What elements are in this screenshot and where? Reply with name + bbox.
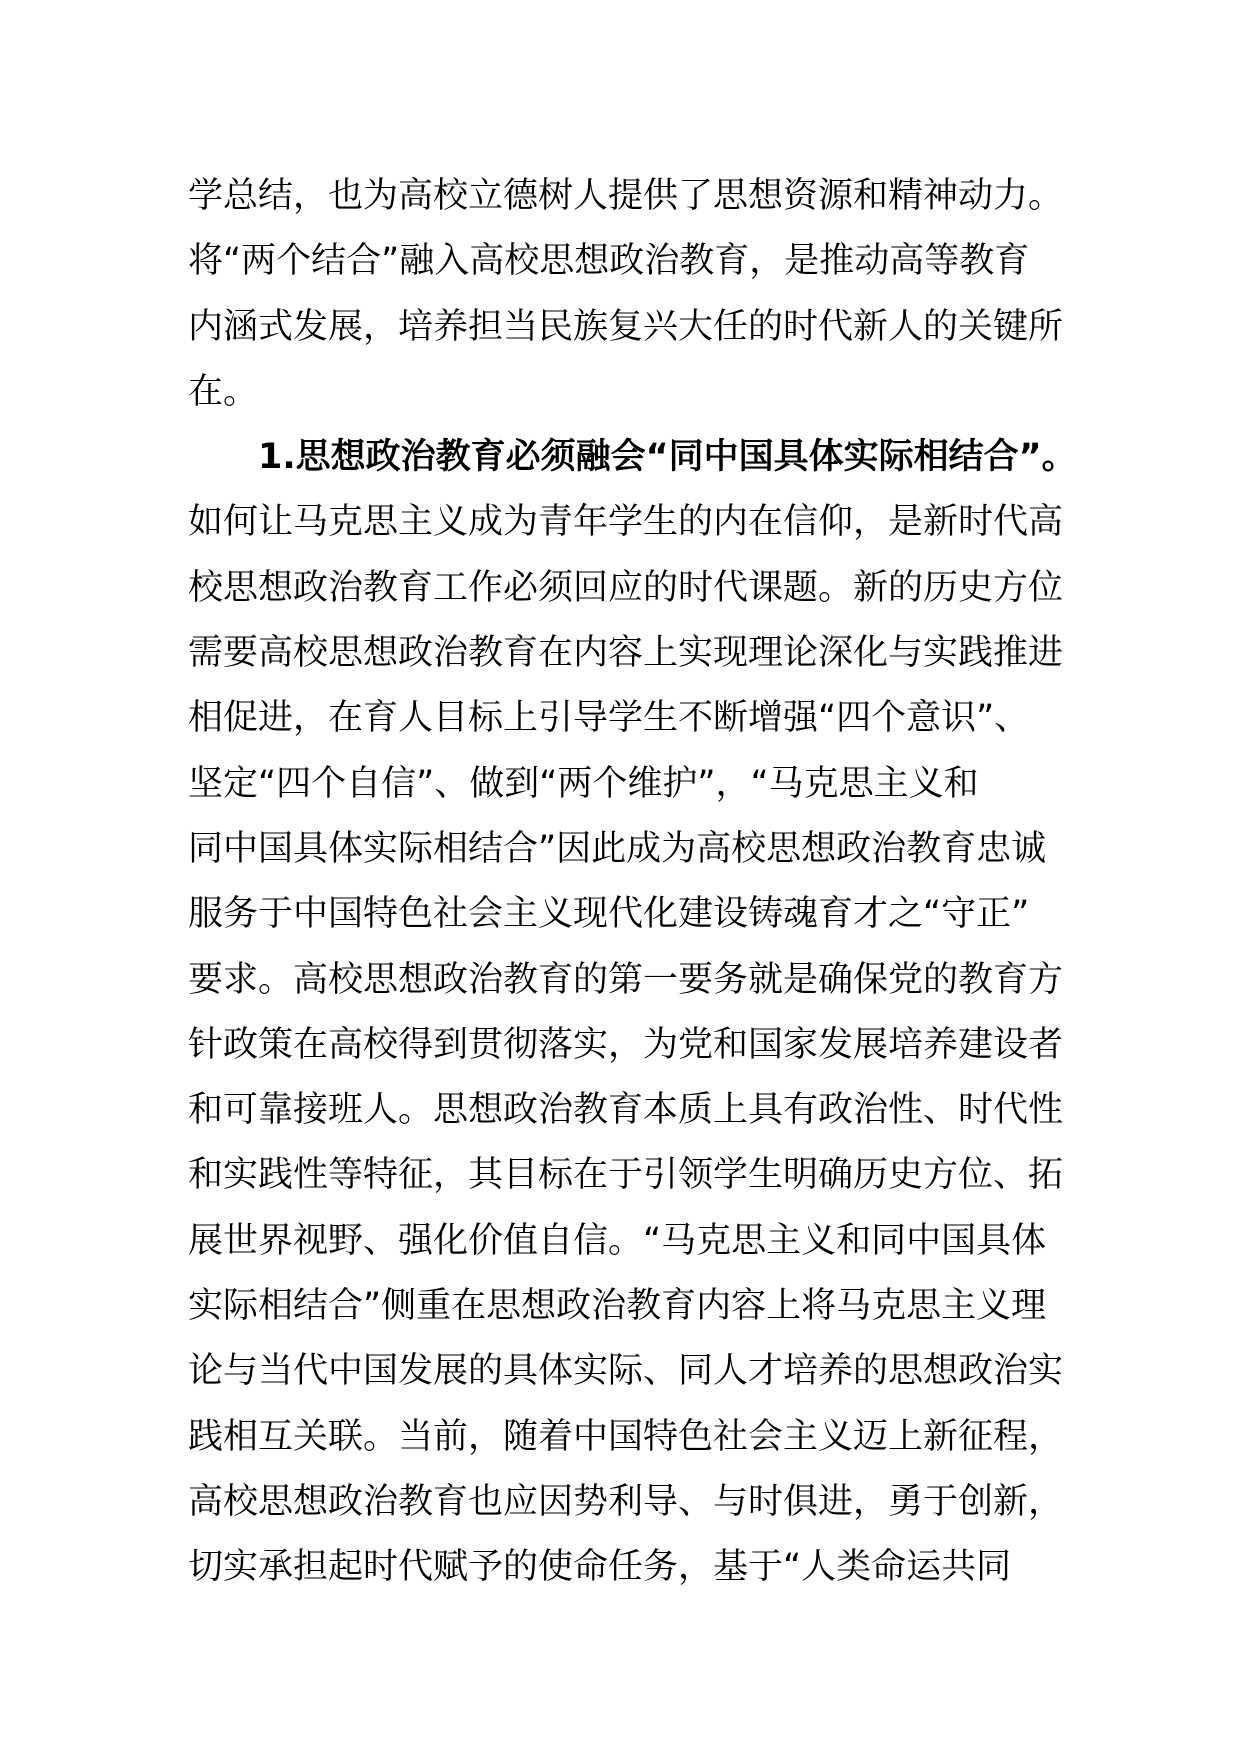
text-line: 和实践性等特征，其目标在于引领学生明确历史方位、拓: [188, 1155, 1064, 1196]
text-line: 展世界视野、强化价值自信。“马克思主义和同中国具体: [188, 1220, 1047, 1261]
text-line: 切实承担起时代赋予的使命任务，基于“人类命运共同: [188, 1547, 1012, 1588]
text-line: 实际相结合”侧重在思想政治教育内容上将马克思主义理: [188, 1286, 1047, 1327]
text-line: 在。: [188, 371, 259, 412]
text-line: 针政策在高校得到贯彻落实，为党和国家发展培养建设者: [188, 1024, 1064, 1065]
body-text: [188, 164, 1077, 1601]
text-line: 需要高校思想政治教育在内容上实现理论深化与实践推进: [188, 633, 1064, 674]
text-line: 论与当代中国发展的具体实际、同人才培养的思想政治实: [188, 1351, 1064, 1392]
text-line: 内涵式发展，培养担当民族复兴大任的时代新人的关键所: [188, 306, 1064, 347]
text-line: 坚定“四个自信”、做到“两个维护”，“马克思主义和: [188, 763, 979, 804]
text-line: 将“两个结合”融入高校思想政治教育，是推动高等教育: [188, 241, 1030, 282]
section-heading: 1.思想政治教育必须融会“同中国具体实际相结合”。: [258, 437, 1077, 478]
text-line: 同中国具体实际相结合”因此成为高校思想政治教育忠诚: [188, 828, 1047, 869]
text-line: 如何让马克思主义成为青年学生的内在信仰，是新时代高: [188, 502, 1064, 543]
text-line: 和可靠接班人。思想政治教育本质上具有政治性、时代性: [188, 1090, 1064, 1131]
text-line: 校思想政治教育工作必须回应的时代课题。新的历史方位: [188, 567, 1064, 608]
text-line: 相促进，在育人目标上引导学生不断增强“四个意识”、: [188, 698, 1030, 739]
text-line: 践相互关联。当前，随着中国特色社会主义迈上新征程，: [188, 1416, 1064, 1457]
text-line: 服务于中国特色社会主义现代化建设铸魂育才之“守正”: [188, 894, 1030, 935]
text-line: 高校思想政治教育也应因势利导、与时俱进，勇于创新，: [188, 1481, 1064, 1522]
text-line: 学总结，也为高校立德树人提供了思想资源和精神动力。: [188, 176, 1064, 216]
text-line: 要求。高校思想政治教育的第一要务就是确保党的教育方: [188, 959, 1064, 1000]
